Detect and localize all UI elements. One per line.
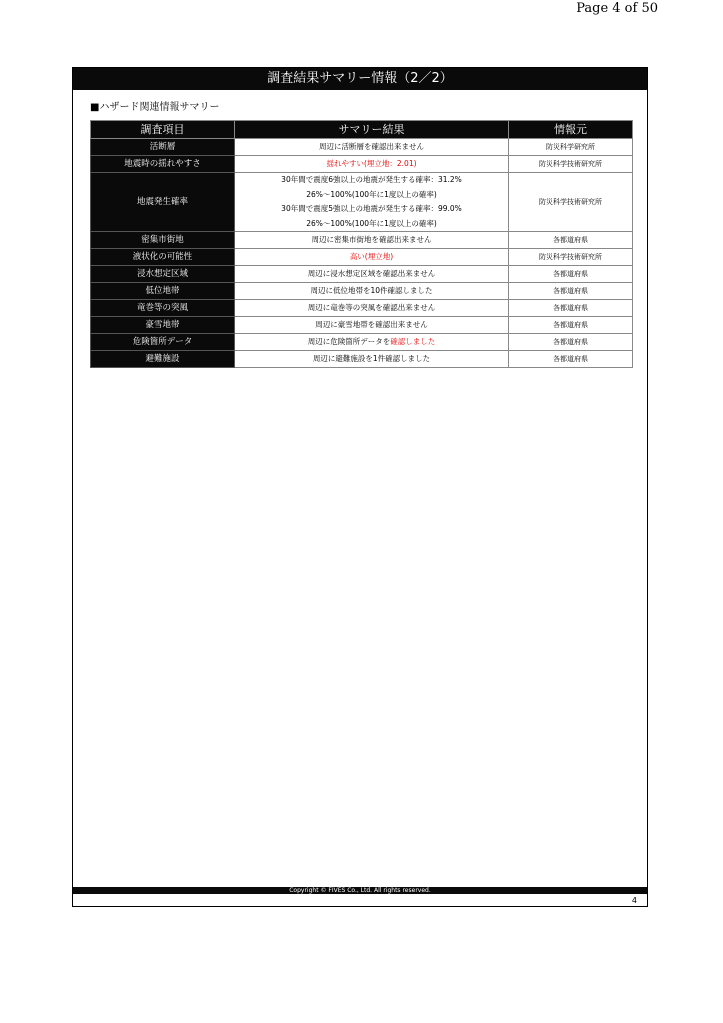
report-page: [72, 67, 648, 907]
page-indicator: Page 4 of 50: [576, 1, 658, 16]
hazard-summary-table: [90, 120, 633, 368]
table-row: [91, 300, 633, 317]
row-result-mixed: [235, 334, 509, 351]
row-item: 浸水想定区域: [91, 266, 235, 283]
footer-page-number: 4: [631, 896, 637, 905]
row-item: 豪雪地帯: [91, 317, 235, 334]
result-line: 26%～100%(100年に1度以上の確率): [306, 189, 437, 199]
row-result: 周辺に竜巻等の突風を確認出来ません: [235, 300, 509, 317]
table-row: [91, 334, 633, 351]
section-heading: ■ハザード関連情報サマリー: [90, 102, 220, 113]
row-result-alert: 揺れやすい(埋立地：2.01): [235, 156, 509, 173]
row-item: 危険箇所データ: [91, 334, 235, 351]
result-line: 30年間で震度5強以上の地震が発生する確率：99.0%: [281, 204, 462, 213]
row-source: 防災科学研究所: [509, 139, 633, 156]
row-result: 周辺に低位地帯を10件確認しました: [235, 283, 509, 300]
result-text: 周辺に危険箇所データを: [307, 337, 391, 346]
row-result: 周辺に豪雪地帯を確認出来ません: [235, 317, 509, 334]
row-source: 各都道府県: [509, 266, 633, 283]
row-item: 低位地帯: [91, 283, 235, 300]
result-highlight: 確認しました: [390, 337, 436, 346]
column-header-result: サマリー結果: [235, 121, 509, 139]
row-item: 密集市街地: [91, 232, 235, 249]
row-item: 避難施設: [91, 351, 235, 368]
row-result-alert: 高い(埋立地): [235, 249, 509, 266]
table-row: [91, 173, 633, 232]
report-title: 調査結果サマリー情報（2／2）: [73, 68, 647, 90]
row-result: 周辺に浸水想定区域を確認出来ません: [235, 266, 509, 283]
row-source: 防災科学技術研究所: [509, 249, 633, 266]
row-result: 周辺に避難施設を1件確認しました: [235, 351, 509, 368]
row-item: 活断層: [91, 139, 235, 156]
table-row: [91, 317, 633, 334]
row-source: 各都道府県: [509, 334, 633, 351]
row-source: 防災科学技術研究所: [509, 156, 633, 173]
row-source: 各都道府県: [509, 351, 633, 368]
table-row: [91, 283, 633, 300]
table-row: [91, 139, 633, 156]
table-row: [91, 351, 633, 368]
row-item: 地震発生確率: [91, 173, 235, 232]
column-header-source: 情報元: [509, 121, 633, 139]
result-line: 30年間で震度6強以上の地震が発生する確率：31.2%: [281, 175, 462, 184]
row-source: 各都道府県: [509, 232, 633, 249]
row-source: 各都道府県: [509, 283, 633, 300]
row-source: 防災科学技術研究所: [509, 173, 633, 232]
row-result: 周辺に密集市街地を確認出来ません: [235, 232, 509, 249]
row-item: 竜巻等の突風: [91, 300, 235, 317]
copyright-footer: Copyright © FIVES Co., Ltd. All rights reserved.: [73, 887, 647, 894]
row-source: 各都道府県: [509, 300, 633, 317]
table-row: [91, 232, 633, 249]
table-row: [91, 249, 633, 266]
row-source: 各都道府県: [509, 317, 633, 334]
row-item: 地震時の揺れやすさ: [91, 156, 235, 173]
row-result-multiline: [235, 173, 509, 232]
result-line: 26%～100%(100年に1度以上の確率): [306, 218, 437, 228]
table-row: [91, 266, 633, 283]
row-result: 周辺に活断層を確認出来ません: [235, 139, 509, 156]
table-header-row: [91, 121, 633, 139]
row-item: 液状化の可能性: [91, 249, 235, 266]
table-row: [91, 156, 633, 173]
column-header-item: 調査項目: [91, 121, 235, 139]
